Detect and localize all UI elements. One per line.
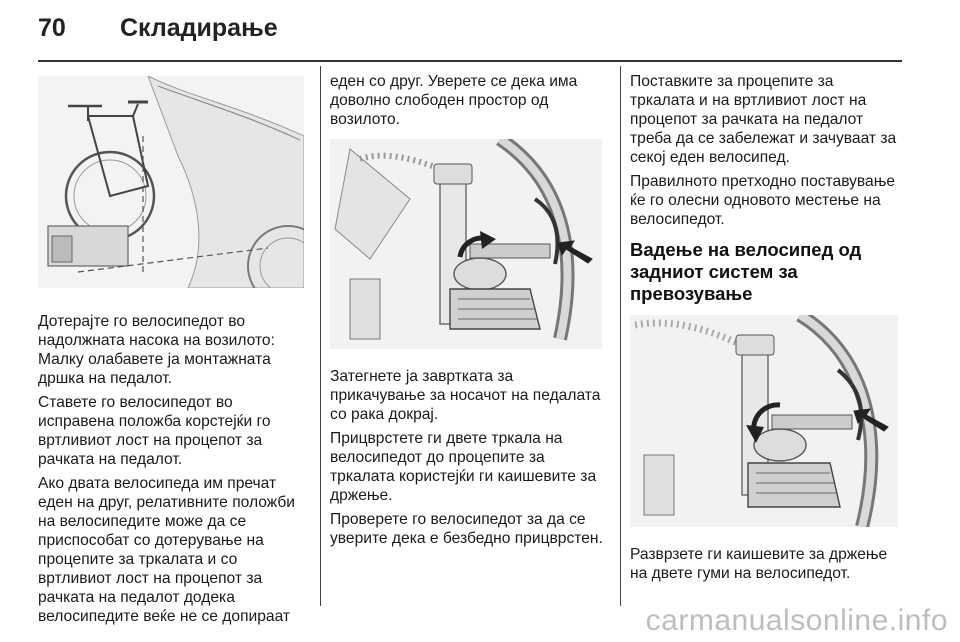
pedal-clamp-illustration — [330, 139, 602, 349]
paragraph: Ставете го велосипедот во исправена положба корстејќи го вртливиот лост на процепот за рачката на педалот. — [38, 394, 271, 468]
paragraph: Проверете го велосипедот за да се уверите дека е безбедно прицврстен. — [330, 511, 603, 547]
paragraph: Затегнете ја завртката за прикачување за носачот на педалата со рака докрај. — [330, 368, 601, 423]
section-heading: Вадење на велосипед од задниот систем за превозување — [630, 239, 862, 304]
bike-carrier-rear-illustration — [38, 76, 304, 288]
paragraph: Правилното претходно поставување ќе го олесни одновото местење на велосипедот. — [630, 173, 896, 228]
page-title: Складирање — [120, 14, 278, 42]
column-divider — [320, 66, 321, 606]
paragraph: Ако двата велосипеда им пречат еден на друг, релативните положби на велосипедите може да се приспособат со дотерување на процепите за тркалата и со вртливиот лост на процепот за рачката на педалот додека велосипедите веќе не се допираат — [38, 475, 295, 625]
strap-release-illustration — [630, 315, 898, 527]
header-rule — [38, 60, 902, 62]
column-1 — [38, 72, 306, 631]
column-3 — [630, 72, 902, 588]
paragraph: еден со друг. Уверете се дека има доволно слободен простор од возилото. — [330, 73, 578, 128]
column-2 — [330, 72, 610, 553]
paragraph: Поставките за процепите за тркалата и на вртливиот лост на процепот за рачката на педалот треба да се забележат и зачуваат за секој еден велосипед. — [630, 73, 897, 166]
paragraph: Дотерајте го велосипедот во надолжната насока на возилото: Малку олабавете ја монтажната дршка на педалот. — [38, 313, 275, 387]
paragraph: Разврзете ги каишевите за држење на двете гуми на велосипедот. — [630, 546, 888, 582]
paragraph: Прицврстете ги двете тркала на велосипедот до процепите за тркалата користејќи ги каишевите за држење. — [330, 430, 597, 504]
column-divider — [620, 66, 621, 606]
page-number: 70 — [38, 14, 66, 42]
watermark: carmanualsonline.info — [645, 604, 948, 637]
